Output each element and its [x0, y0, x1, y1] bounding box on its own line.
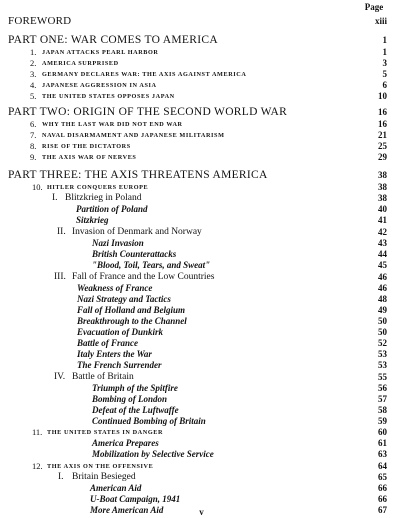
toc-chapter: [0, 427, 403, 438]
chapter-page: 10: [378, 91, 387, 101]
chapter-page: 25: [378, 141, 387, 151]
subsection-title: Evacuation of Dunkirk: [77, 327, 164, 337]
chapter-number: 7.: [30, 130, 37, 140]
subsection-title: Continued Bombing of Britain: [92, 416, 206, 426]
subsection-page: 57: [378, 394, 387, 404]
section-title: Battle of Britain: [72, 372, 134, 382]
chapter-page: 29: [378, 152, 387, 162]
subsection-title: Weakness of France: [77, 283, 153, 293]
subsection-page: 53: [378, 349, 387, 359]
chapter-page: 38: [378, 182, 387, 192]
toc-subsection: [0, 483, 403, 494]
toc-part: [0, 35, 403, 46]
subsection-title: Triumph of the Spitfire: [92, 383, 178, 393]
toc-section: [0, 227, 403, 238]
subsection-title: Nazi Strategy and Tactics: [77, 294, 171, 304]
chapter-number: 1.: [30, 47, 37, 57]
toc-subsection: [0, 305, 403, 316]
toc-part: [0, 107, 403, 118]
toc-entry-foreword: [0, 16, 403, 27]
part-title: PART ONE: WAR COMES TO AMERICA: [8, 34, 218, 46]
section-title: Invasion of Denmark and Norway: [72, 227, 202, 237]
chapter-number: 8.: [30, 141, 37, 151]
part-title: PART THREE: THE AXIS THREATENS AMERICA: [8, 169, 268, 181]
section-title: Blitzkrieg in Poland: [65, 193, 142, 203]
subsection-title: America Prepares: [92, 438, 159, 448]
toc-subsection: [0, 283, 403, 294]
toc-section: [0, 372, 403, 383]
chapter-number: 4.: [30, 80, 37, 90]
toc-chapter: [0, 91, 403, 102]
toc-chapter: [0, 130, 403, 141]
chapter-title: JAPANESE AGGRESSION IN ASIA: [42, 82, 157, 89]
toc-chapter: [0, 47, 403, 58]
subsection-title: Defeat of the Luftwaffe: [92, 405, 179, 415]
subsection-page: 53: [378, 360, 387, 370]
toc-chapter: [0, 80, 403, 91]
toc-subsection: [0, 394, 403, 405]
chapter-title: NAVAL DISARMAMENT AND JAPANESE MILITARISM: [42, 132, 225, 139]
section-title: Britain Besieged: [72, 472, 136, 482]
toc-subsection: [0, 349, 403, 360]
toc-subsection: [0, 327, 403, 338]
subsection-title: Italy Enters the War: [77, 349, 152, 359]
chapter-number: 5.: [30, 91, 37, 101]
chapter-title: THE AXIS ON THE OFFENSIVE: [47, 463, 154, 470]
chapter-title: THE UNITED STATES IN DANGER: [47, 429, 164, 436]
toc-chapter: [0, 69, 403, 80]
toc-chapter: [0, 58, 403, 69]
chapter-title: GERMANY DECLARES WAR: THE AXIS AGAINST AMERICA: [42, 71, 247, 78]
subsection-title: Nazi Invasion: [92, 238, 144, 248]
subsection-title: Sitzkrieg: [76, 215, 109, 225]
toc-subsection: [0, 360, 403, 371]
subsection-page: 66: [378, 483, 387, 493]
subsection-page: 49: [378, 305, 387, 315]
chapter-page: 16: [378, 119, 387, 129]
subsection-page: 41: [378, 215, 387, 225]
subsection-title: American Aid: [90, 483, 142, 493]
toc-section: [0, 272, 403, 283]
chapter-page: 60: [378, 427, 387, 437]
toc-subsection: [0, 238, 403, 249]
chapter-number: 2.: [30, 58, 37, 68]
section-page: 42: [378, 227, 387, 237]
page-folio: v: [199, 507, 204, 517]
subsection-page: 56: [378, 383, 387, 393]
toc-chapter: [0, 182, 403, 193]
subsection-title: The French Surrender: [77, 360, 162, 370]
page-column-header: [359, 3, 389, 12]
chapter-title: JAPAN ATTACKS PEARL HARBOR: [42, 49, 159, 56]
part-title: PART TWO: ORIGIN OF THE SECOND WORLD WAR: [8, 106, 288, 118]
toc-subsection: [0, 416, 403, 427]
chapter-title: AMERICA SURPRISED: [42, 60, 119, 67]
subsection-page: 48: [378, 294, 387, 304]
chapter-title: HITLER CONQUERS EUROPE: [47, 184, 149, 191]
chapter-page: 6: [382, 80, 387, 90]
subsection-page: 66: [378, 494, 387, 504]
subsection-page: 50: [378, 327, 387, 337]
section-page: 46: [378, 272, 387, 282]
toc-subsection: [0, 494, 403, 505]
chapter-page: 3: [382, 58, 387, 68]
chapter-title: WHY THE LAST WAR DID NOT END WAR: [42, 121, 183, 128]
toc-section: [0, 193, 403, 204]
foreword-title: FOREWORD: [8, 15, 72, 27]
toc-subsection: [0, 316, 403, 327]
toc-subsection: [0, 294, 403, 305]
section-number: III.: [54, 272, 66, 282]
toc-subsection: [0, 383, 403, 394]
subsection-title: Bombing of London: [92, 394, 168, 404]
subsection-title: Mobilization by Selective Service: [92, 449, 214, 459]
part-page: 1: [382, 35, 387, 45]
toc-chapter: [0, 141, 403, 152]
chapter-page: 64: [378, 461, 387, 471]
section-number: IV.: [54, 372, 66, 382]
chapter-page: 5: [382, 69, 387, 79]
subsection-page: 58: [378, 405, 387, 415]
subsection-page: 61: [378, 438, 387, 448]
chapter-page: 1: [382, 47, 387, 57]
foreword-page: xiii: [374, 16, 387, 26]
toc-chapter: [0, 119, 403, 130]
section-page: 65: [378, 472, 387, 482]
part-page: 38: [378, 170, 387, 180]
subsection-title: Partition of Poland: [76, 204, 148, 214]
subsection-page: 63: [378, 449, 387, 459]
chapter-number: 10.: [32, 182, 43, 192]
chapter-title: RISE OF THE DICTATORS: [42, 143, 131, 150]
toc-subsection: [0, 215, 403, 226]
chapter-number: 3.: [30, 69, 37, 79]
subsection-page: 45: [378, 260, 387, 270]
page-label: Page: [364, 2, 384, 12]
subsection-page: 40: [378, 204, 387, 214]
section-number: II.: [57, 227, 66, 237]
subsection-page: 46: [378, 283, 387, 293]
subsection-title: U-Boat Campaign, 1941: [90, 494, 181, 504]
chapter-title: THE UNITED STATES OPPOSES JAPAN: [42, 93, 175, 100]
section-title: Fall of France and the Low Countries: [72, 272, 215, 282]
chapter-title: THE AXIS WAR OF NERVES: [42, 154, 137, 161]
toc-section: [0, 472, 403, 483]
subsection-title: Fall of Holland and Belgium: [77, 305, 186, 315]
toc-subsection: [0, 260, 403, 271]
section-page: 38: [378, 193, 387, 203]
subsection-page: 44: [378, 249, 387, 259]
subsection-page: 59: [378, 416, 387, 426]
toc-chapter: [0, 461, 403, 472]
part-page: 16: [378, 107, 387, 117]
toc-subsection: [0, 449, 403, 460]
section-number: I.: [58, 472, 64, 482]
toc-part: [0, 170, 403, 181]
chapter-number: 11.: [32, 427, 43, 437]
section-number: I.: [52, 193, 58, 203]
subsection-page: 43: [378, 238, 387, 248]
subsection-page: 52: [378, 338, 387, 348]
subsection-title: "Blood, Toil, Tears, and Sweat": [92, 260, 211, 270]
subsection-title: Battle of France: [77, 338, 138, 348]
chapter-number: 6.: [30, 119, 37, 129]
subsection-page: 50: [378, 316, 387, 326]
toc-subsection: [0, 338, 403, 349]
subsection-title: British Counterattacks: [92, 249, 177, 259]
subsection-page: 67: [378, 505, 387, 515]
toc-subsection: [0, 405, 403, 416]
subsection-title: More American Aid: [90, 505, 164, 515]
toc-chapter: [0, 152, 403, 163]
toc-subsection: [0, 204, 403, 215]
toc-subsection: [0, 438, 403, 449]
section-page: 55: [378, 372, 387, 382]
chapter-number: 9.: [30, 152, 37, 162]
subsection-title: Breakthrough to the Channel: [77, 316, 187, 326]
toc-subsection: [0, 249, 403, 260]
chapter-page: 21: [378, 130, 387, 140]
chapter-number: 12.: [32, 461, 43, 471]
